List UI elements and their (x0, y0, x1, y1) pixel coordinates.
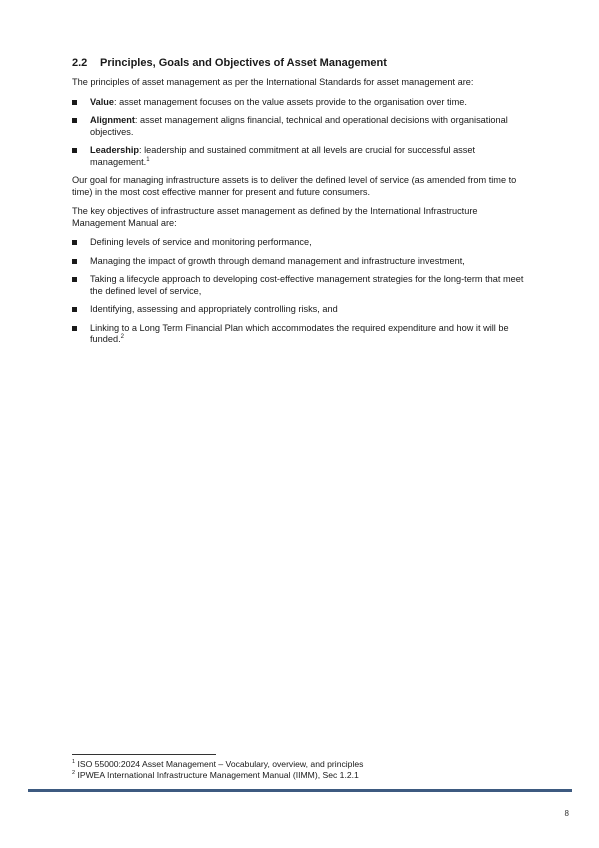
square-bullet-icon (72, 326, 77, 331)
principle-text: : asset management focuses on the value assets provide to the organisation over time. (114, 96, 467, 107)
list-item (72, 115, 532, 138)
principle-text: : leadership and sustained commitment at all levels are crucial for successful asset management. (90, 145, 476, 167)
list-item (72, 256, 532, 268)
list-item (72, 97, 532, 109)
list-item (72, 323, 532, 346)
footnotes (72, 759, 532, 781)
principle-term: Value (90, 96, 115, 107)
objective-text: Managing the impact of growth through demand management and infrastructure investment, (90, 255, 465, 266)
square-bullet-icon (72, 100, 77, 105)
square-bullet-icon (72, 307, 77, 312)
objective-text: Linking to a Long Term Financial Plan which accommodates the required expenditure and how it will be funded. (90, 322, 509, 344)
list-item (72, 145, 532, 168)
square-bullet-icon (72, 148, 77, 153)
page-content (72, 56, 532, 353)
footnote (72, 759, 532, 770)
square-bullet-icon (72, 259, 77, 264)
footnote-number: 2 (72, 770, 76, 777)
section-title: Principles, Goals and Objectives of Asset Management (100, 57, 387, 69)
section-heading (72, 56, 532, 70)
list-item (72, 304, 532, 316)
page-number: 8 (564, 809, 569, 818)
principle-term: Leadership (90, 145, 140, 155)
footnote-text: ISO 55000:2024 Asset Management – Vocabulary, overview, and principles (77, 759, 364, 769)
objective-text: Identifying, assessing and appropriately controlling risks, and (90, 304, 338, 314)
footnote (72, 770, 532, 781)
footnote-ref[interactable]: 2 (120, 333, 124, 340)
list-item (72, 274, 532, 297)
footnote-text: IPWEA International Infrastructure Management Manual (IIMM), Sec 1.2.1 (77, 770, 359, 780)
principle-text: : asset management aligns financial, technical and operational decisions with organisational objectives. (90, 115, 508, 137)
principles-list (72, 97, 532, 169)
objectives-intro: The key objectives of infrastructure asset management as defined by the International Infrastructure Management Manual are: (72, 206, 478, 228)
principle-term: Alignment (90, 115, 135, 125)
footnote-divider (72, 754, 216, 755)
goal-paragraph: Our goal for managing infrastructure assets is to deliver the defined level of service (as amended from time to time) in the most cost effective manner for present and future consumers. (72, 175, 517, 197)
objectives-list (72, 237, 532, 346)
list-item (72, 237, 532, 249)
principles-intro: The principles of asset management as per the International Standards for asset management are: (72, 77, 474, 87)
footer-bar (28, 789, 572, 792)
objective-text: Taking a lifecycle approach to developing cost-effective management strategies for the long-term that meet the defined level of service, (90, 274, 524, 296)
objective-text: Defining levels of service and monitoring performance, (90, 237, 312, 247)
square-bullet-icon (72, 118, 77, 123)
square-bullet-icon (72, 240, 77, 245)
footnote-ref[interactable]: 1 (146, 156, 150, 163)
square-bullet-icon (72, 277, 77, 282)
footnote-number: 1 (72, 759, 76, 766)
section-number: 2.2 (72, 57, 88, 69)
